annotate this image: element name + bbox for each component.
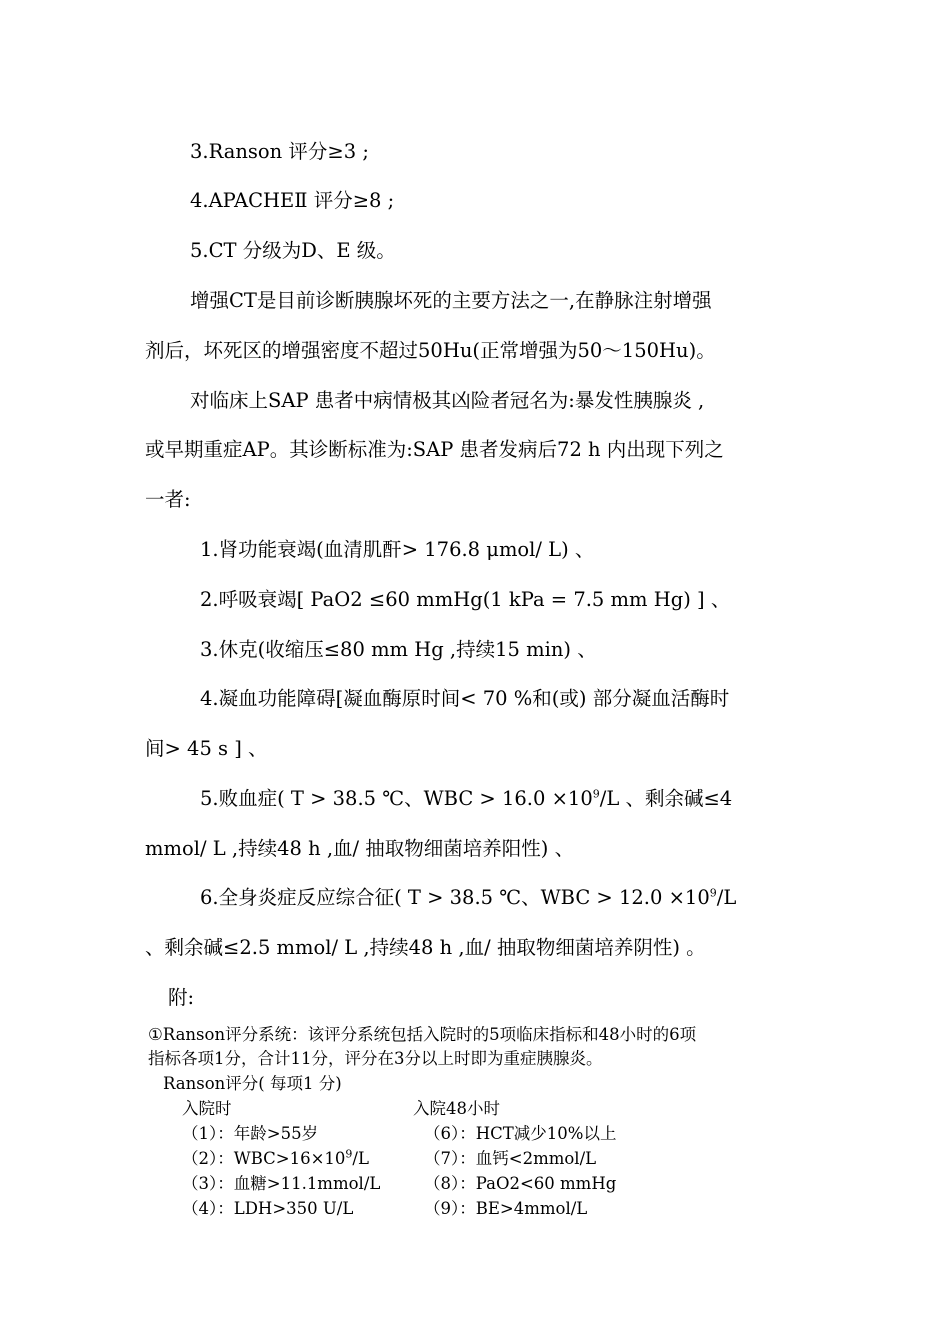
criterion-ranson: 3.Ranson 评分≥3 ; bbox=[190, 140, 369, 163]
criterion-5-text: 5.败血症( T > 38.5 ℃、WBC > 16.0 ×10 bbox=[200, 787, 593, 810]
criterion-ct-grade: 5.CT 分级为D、E 级。 bbox=[190, 239, 396, 262]
fulminant-criterion-4-line-2: 间> 45 s ] 、 bbox=[145, 737, 268, 760]
appendix-heading: 附: bbox=[168, 986, 195, 1009]
ranson-item-9: （9）：BE>4mmol/L bbox=[424, 1199, 588, 1218]
ct-paragraph-line-1: 增强CT是目前诊断胰腺坏死的主要方法之一,在静脉注射增强 bbox=[190, 289, 712, 312]
ranson-table-title: Ranson评分( 每项1 分) bbox=[163, 1074, 342, 1093]
criterion-6-text: 6.全身炎症反应综合征( T > 38.5 ℃、WBC > 12.0 ×10 bbox=[200, 886, 710, 909]
column-header-admission: 入院时 bbox=[182, 1099, 232, 1118]
fulminant-criterion-6-line-2: 、剩余碱≤2.5 mmol/ L ,持续48 h ,血/ 抽取物细菌培养阴性) 。 bbox=[145, 936, 706, 959]
criterion-5-exponent: 9 bbox=[592, 787, 600, 801]
ranson-item-7: （7）：血钙<2mmol/L bbox=[424, 1149, 597, 1168]
ranson-item-2-exponent: 9 bbox=[345, 1147, 353, 1161]
ranson-item-1: （1）：年龄>55岁 bbox=[182, 1124, 319, 1143]
fulminant-paragraph-line-3: 一者: bbox=[145, 488, 191, 511]
ranson-item-4: （4）：LDH>350 U/L bbox=[182, 1199, 354, 1218]
column-header-48h: 入院48小时 bbox=[413, 1099, 500, 1118]
fulminant-criterion-5-line-1 bbox=[200, 787, 732, 811]
ranson-item-2-text: （2）：WBC>16×10 bbox=[182, 1149, 346, 1168]
fulminant-criterion-1: 1.肾功能衰竭(血清肌酐> 176.8 μmol/ L) 、 bbox=[200, 538, 595, 561]
criterion-6-exponent: 9 bbox=[709, 886, 717, 900]
fulminant-criterion-3: 3.休克(收缩压≤80 mm Hg ,持续15 min) 、 bbox=[200, 638, 597, 661]
fulminant-criterion-5-line-2: mmol/ L ,持续48 h ,血/ 抽取物细菌培养阳性) 、 bbox=[145, 837, 575, 860]
criterion-5-text-tail: /L 、剩余碱≤4 bbox=[599, 787, 733, 810]
criterion-6-text-tail: /L bbox=[716, 886, 737, 909]
fulminant-criterion-4-line-1: 4.凝血功能障碍[凝血酶原时间< 70 %和(或) 部分凝血活酶时 bbox=[200, 687, 730, 710]
ranson-item-2 bbox=[182, 1149, 369, 1169]
ct-paragraph-line-2: 剂后，坏死区的增强密度不超过50Hu(正常增强为50～150Hu)。 bbox=[145, 339, 716, 362]
ranson-item-6: （6）：HCT减少10%以上 bbox=[424, 1124, 617, 1143]
ranson-item-3: （3）：血糖>11.1mmol/L bbox=[182, 1174, 381, 1193]
ranson-intro-line-1: ①Ranson评分系统：该评分系统包括入院时的5项临床指标和48小时的6项 bbox=[148, 1025, 697, 1044]
ranson-item-2-unit: /L bbox=[352, 1149, 369, 1168]
ranson-item-8: （8）：PaO2<60 mmHg bbox=[424, 1174, 617, 1193]
fulminant-criterion-2: 2.呼吸衰竭[ PaO2 ≤60 mmHg(1 kPa = 7.5 mm Hg) ] 、 bbox=[200, 588, 731, 611]
fulminant-paragraph-line-1: 对临床上SAP 患者中病情极其凶险者冠名为:暴发性胰腺炎 , bbox=[190, 389, 705, 412]
ranson-intro-line-2: 指标各项1分，合计11分，评分在3分以上时即为重症胰腺炎。 bbox=[148, 1049, 603, 1068]
fulminant-criterion-6-line-1 bbox=[200, 886, 736, 910]
criterion-apache: 4.APACHEⅡ 评分≥8 ; bbox=[190, 189, 395, 212]
fulminant-paragraph-line-2: 或早期重症AP。其诊断标准为:SAP 患者发病后72 h 内出现下列之 bbox=[145, 438, 724, 461]
